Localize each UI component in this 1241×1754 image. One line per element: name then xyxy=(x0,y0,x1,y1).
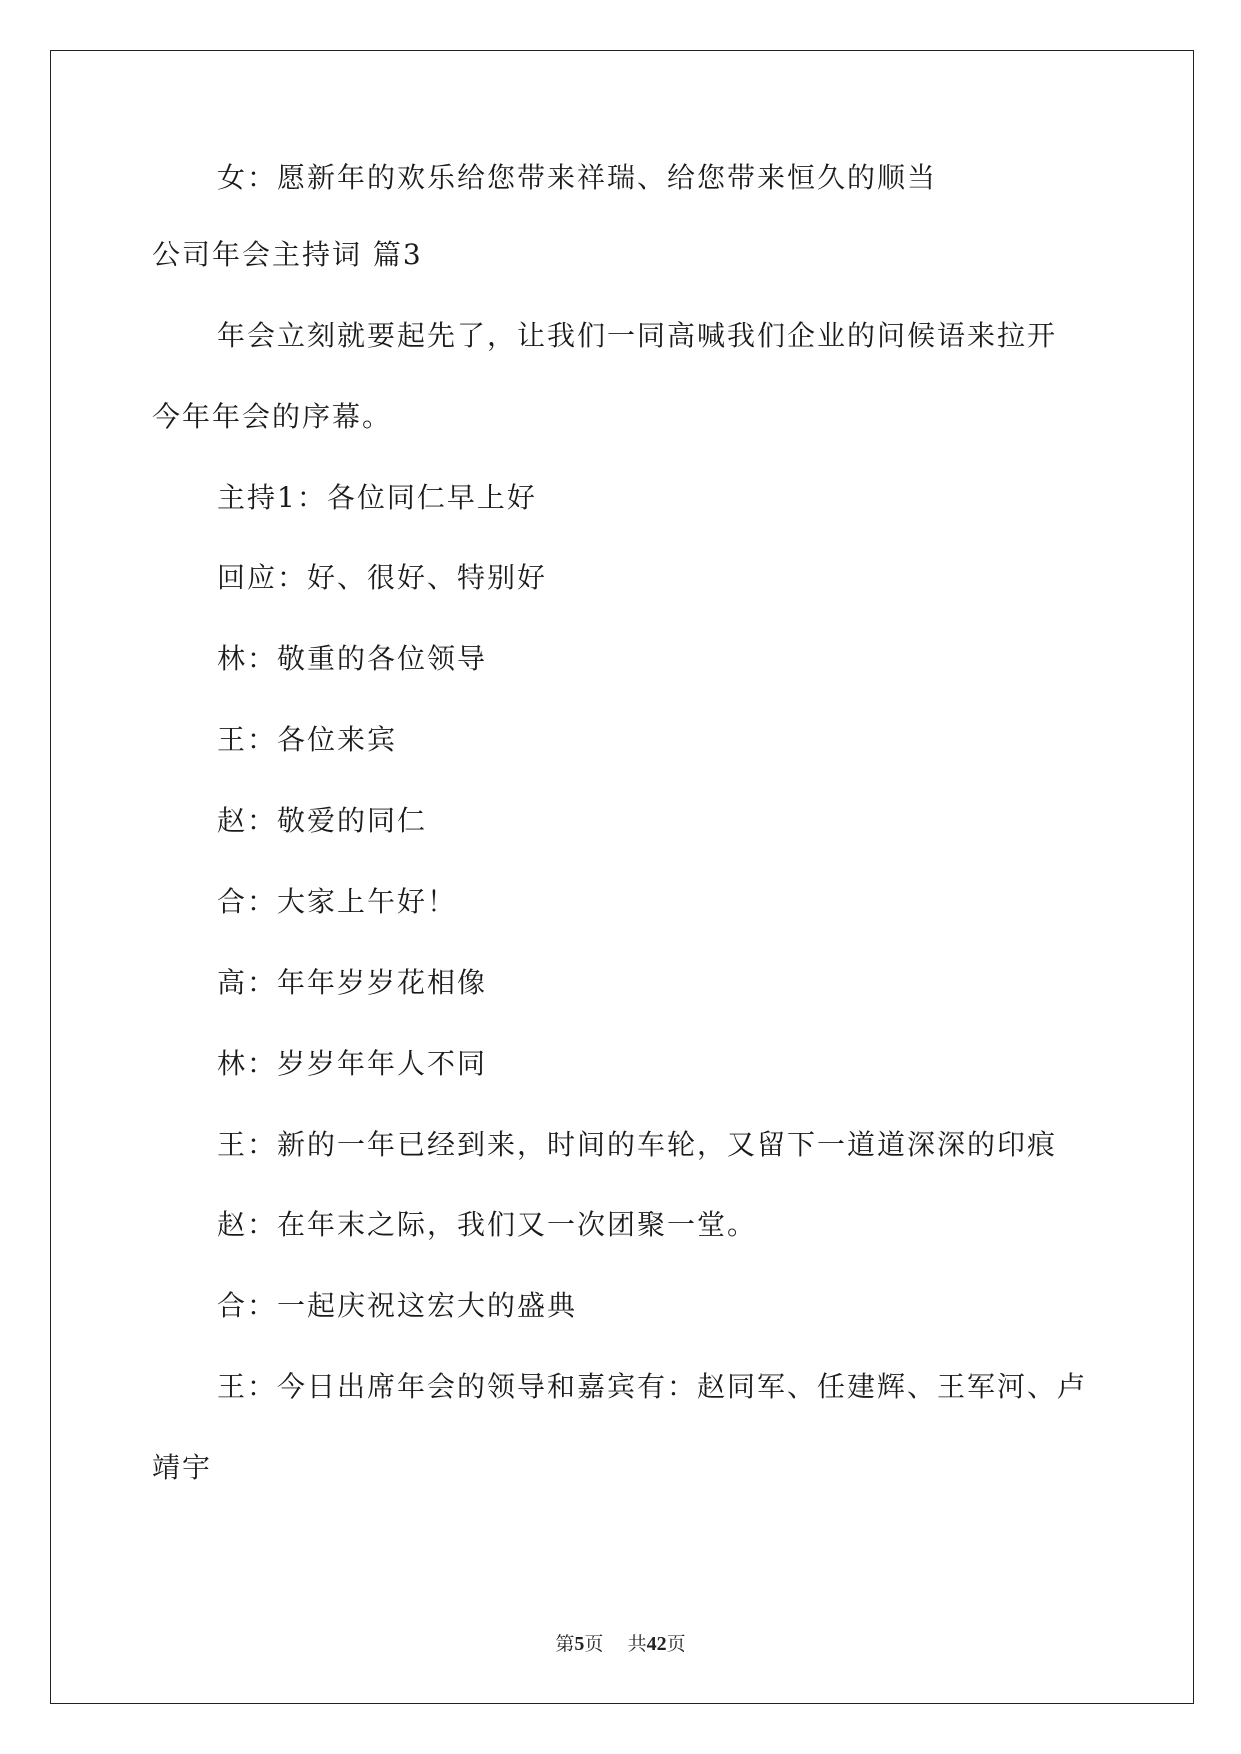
text-line-gao: 高：年年岁岁花相像 xyxy=(217,966,488,999)
page-border xyxy=(50,50,1194,1704)
text-line-wang-2: 王：新的一年已经到来，时间的车轮，又留下一道道深深的印痕 xyxy=(217,1128,1058,1161)
text-line-female-wish: 女：愿新年的欢乐给您带来祥瑞、给您带来恒久的顺当 xyxy=(217,161,938,194)
text-line-wang-3: 王：今日出席年会的领导和嘉宾有：赵同军、任建辉、王军河、卢 xyxy=(217,1370,1088,1403)
page-number: 5 xyxy=(574,1633,585,1655)
text-line-zhao-2: 赵：在年末之际，我们又一次团聚一堂。 xyxy=(217,1208,758,1241)
page-suffix: 页 xyxy=(584,1633,604,1655)
page-prefix: 第 xyxy=(555,1633,575,1655)
text-line-lin-2: 林：岁岁年年人不同 xyxy=(217,1047,488,1080)
page-footer xyxy=(0,1632,1241,1656)
section-heading: 公司年会主持词 篇3 xyxy=(152,238,423,271)
text-line-together-1: 合：大家上午好！ xyxy=(217,885,458,918)
total-prefix: 共 xyxy=(627,1633,647,1655)
text-line-intro-cont: 今年年会的序幕。 xyxy=(152,400,393,433)
text-line-response: 回应：好、很好、特别好 xyxy=(217,561,548,594)
total-pages: 42 xyxy=(646,1633,667,1655)
text-line-host1: 主持1：各位同仁早上好 xyxy=(217,481,537,514)
text-line-zhao-1: 赵：敬爱的同仁 xyxy=(217,804,428,837)
text-line-intro: 年会立刻就要起先了，让我们一同高喊我们企业的问候语来拉开 xyxy=(217,319,1058,352)
total-suffix: 页 xyxy=(666,1633,686,1655)
text-line-wang-1: 王：各位来宾 xyxy=(217,723,398,756)
text-line-lin-1: 林：敬重的各位领导 xyxy=(217,642,488,675)
text-line-wang-3-cont: 靖宇 xyxy=(152,1451,213,1484)
text-line-together-2: 合：一起庆祝这宏大的盛典 xyxy=(217,1289,578,1322)
